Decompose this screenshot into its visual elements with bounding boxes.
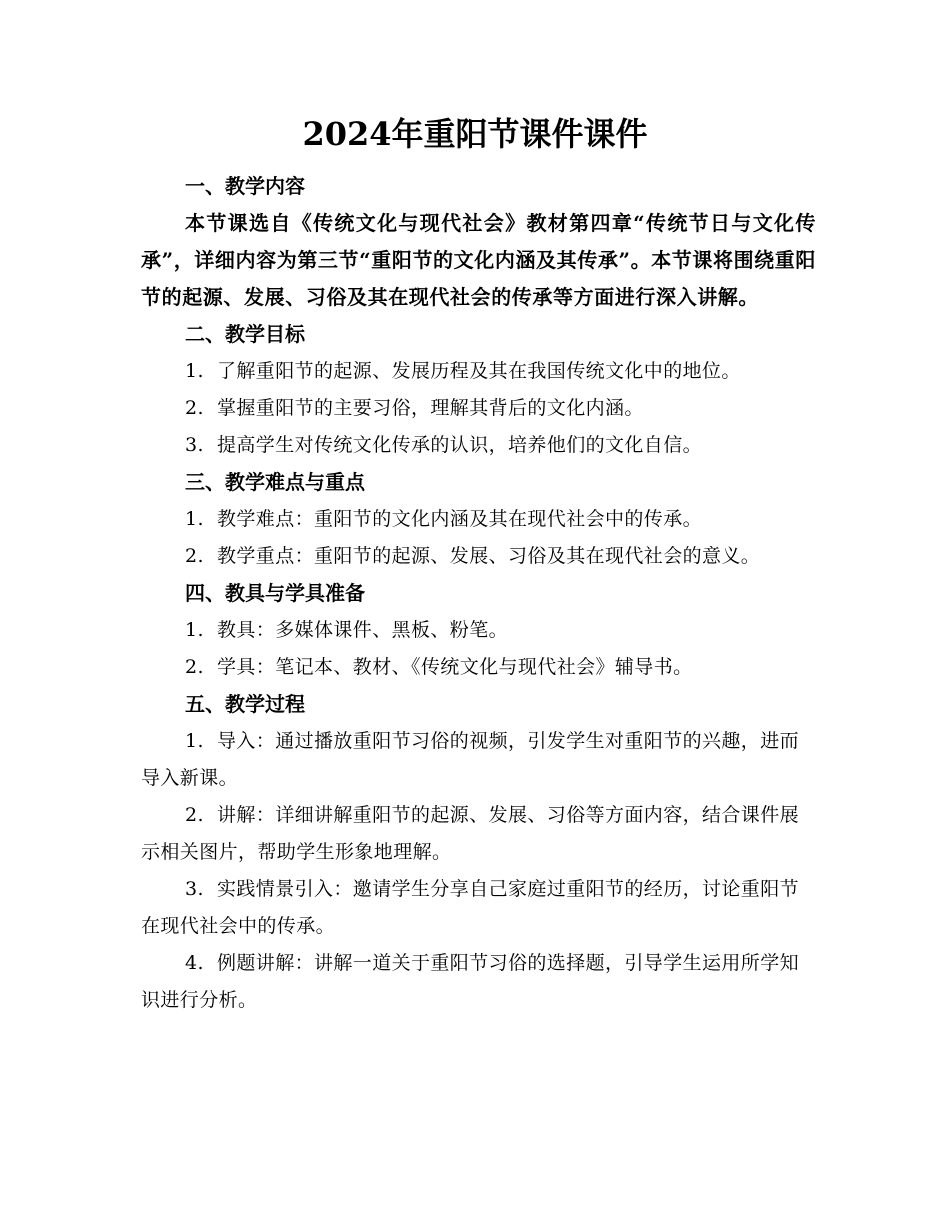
section-heading-process: 五、教学过程 [185,692,305,716]
list-item [141,427,816,464]
list-item [141,390,816,427]
list-item-text: 实践情景引入：邀请学生分享自己家庭过重阳节的经历，讨论重阳节在现代社会中的传承。 [141,878,800,937]
list-item [141,945,816,1019]
list-item-text: 学具：笔记本、教材、《传统文化与现代社会》辅导书。 [217,656,693,678]
list-item-text: 导入：通过播放重阳节习俗的视频，引发学生对重阳节的兴趣，进而导入新课。 [141,730,800,789]
list-item [141,649,816,686]
list-item-number: 1. [185,619,204,641]
list-item-text: 例题讲解：讲解一道关于重阳节习俗的选择题，引导学生运用所学知识进行分析。 [141,952,800,1011]
list-item [141,353,816,390]
section-heading-materials: 四、教具与学具准备 [185,581,365,605]
list-item [141,501,816,538]
section-heading-difficulties: 三、教学难点与重点 [185,470,365,494]
list-item-number: 1. [185,508,204,530]
list-item-number: 2. [185,656,204,678]
list-item-text: 了解重阳节的起源、发展历程及其在我国传统文化中的地位。 [217,360,741,382]
list-item-text: 教具：多媒体课件、黑板、粉笔。 [217,619,509,641]
list-item-number: 2. [185,397,204,419]
list-item-number: 1. [185,360,204,382]
document-body [141,168,816,1019]
list-item-text: 讲解：详细讲解重阳节的起源、发展、习俗等方面内容，结合课件展示相关图片，帮助学生形象地理解。 [141,804,800,863]
list-item [141,797,816,871]
list-item-text: 掌握重阳节的主要习俗，理解其背后的文化内涵。 [217,397,644,419]
list-item-text: 提高学生对传统文化传承的认识，培养他们的文化自信。 [217,434,703,456]
list-item-number: 2. [185,804,204,826]
list-item-number: 2. [185,545,204,567]
list-item-text: 教学重点：重阳节的起源、发展、习俗及其在现代社会的意义。 [217,545,761,567]
list-item-number: 4. [185,952,204,974]
list-item-number: 3. [185,878,204,900]
document-title: 2024年重阳节课件课件 [302,115,648,153]
list-item-text: 教学难点：重阳节的文化内涵及其在现代社会中的传承。 [217,508,703,530]
section-heading-content: 一、教学内容 [185,174,305,198]
list-item-number: 3. [185,434,204,456]
list-item [141,871,816,945]
list-item [141,723,816,797]
section-paragraph-content: 本节课选自《传统文化与现代社会》教材第四章“传统节日与文化传承”，详细内容为第三节“重阳节的文化内涵及其传承”。本节课将围绕重阳节的起源、发展、习俗及其在现代社会的传承等方面进行深入讲解。 [141,211,816,309]
list-item-number: 1. [185,730,204,752]
section-heading-objectives: 二、教学目标 [185,322,305,346]
list-item [141,538,816,575]
list-item [141,612,816,649]
